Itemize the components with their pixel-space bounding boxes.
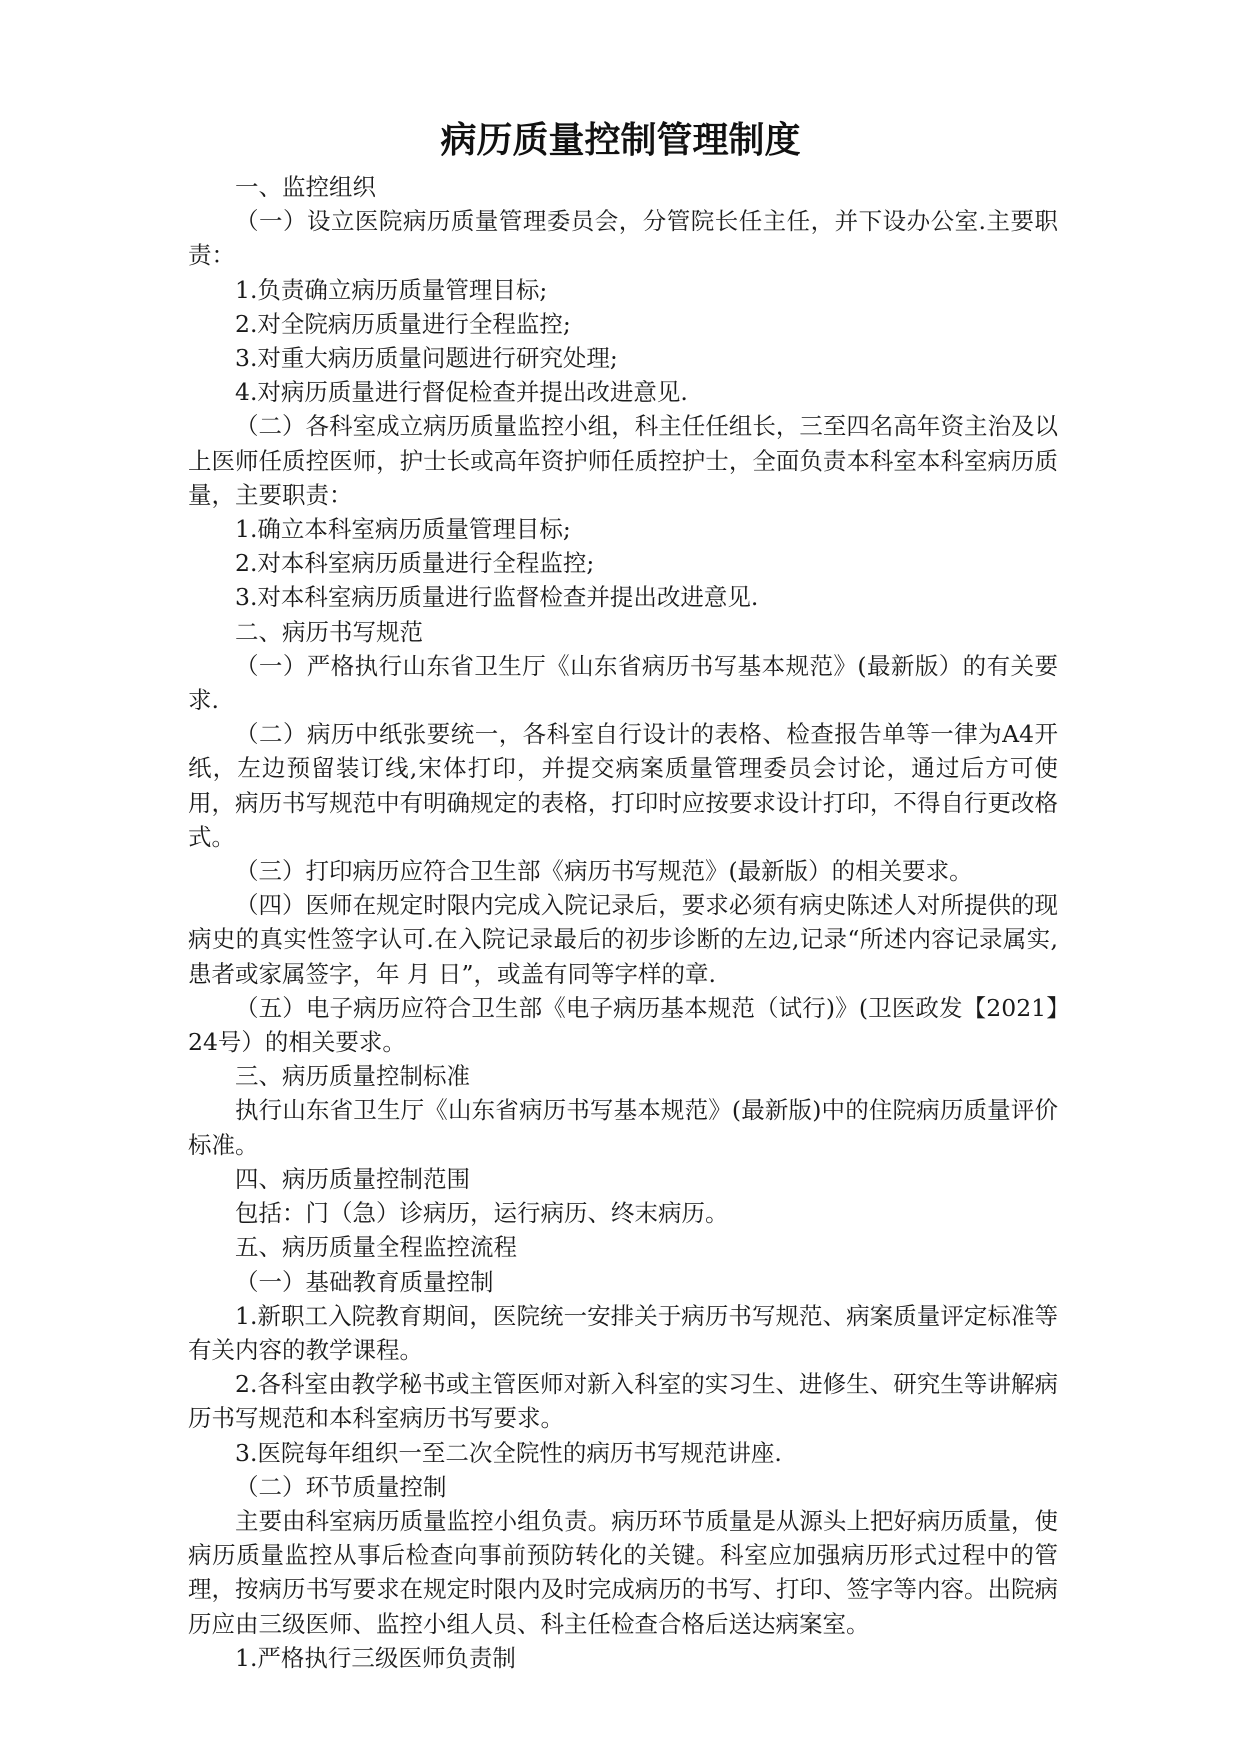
list-item: 2.对全院病历质量进行全程监控; xyxy=(235,309,571,338)
list-item: 3.对重大病历质量问题进行研究处理; xyxy=(235,344,618,373)
section-heading-monitoring-organization: 一、监控组织 xyxy=(235,173,376,201)
paragraph: 包括：门（急）诊病历，运行病历、终末病历。 xyxy=(235,1199,729,1228)
paragraph: 执行山东省卫生厅《山东省病历书写基本规范》(最新版)中的住院病历质量评价标准。 xyxy=(188,1096,1058,1159)
paragraph: （三）打印病历应符合卫生部《病历书写规范》(最新版）的相关要求。 xyxy=(235,857,973,886)
list-item: 1.负责确立病历质量管理目标; xyxy=(235,275,548,304)
paragraph: （二）病历中纸张要统一，各科室自行设计的表格、检查报告单等一律为A4开纸，左边预留装订线,宋体打印，并提交病案质量管理委员会讨论，通过后方可使用，病历书写规范中有明确规定的表格，打印时应按要求设计打印，不得自行更改格式。 xyxy=(188,720,1058,851)
paragraph: （一）设立医院病历质量管理委员会，分管院长任主任，并下设办公室.主要职责： xyxy=(188,207,1058,270)
list-item: 1.确立本科室病历质量管理目标; xyxy=(235,515,571,544)
document-body xyxy=(188,170,1058,1675)
section-heading-quality-scope: 四、病历质量控制范围 xyxy=(235,1164,470,1193)
subsection-heading: （一）基础教育质量控制 xyxy=(235,1267,494,1296)
list-item: 1.严格执行三级医师负责制 xyxy=(235,1643,516,1672)
list-item: 1.新职工入院教育期间，医院统一安排关于病历书写规范、病案质量评定标准等有关内容的教学课程。 xyxy=(188,1301,1058,1364)
paragraph: 主要由科室病历质量监控小组负责。病历环节质量是从源头上把好病历质量，使病历质量监控从事后检查向事前预防转化的关键。科室应加强病历形式过程中的管理，按病历书写要求在规定时限内及时完成病历的书写、打印、签字等内容。出院病历应由三级医师、监控小组人员、科主任检查合格后送达病案室。 xyxy=(188,1506,1058,1638)
paragraph: （二）各科室成立病历质量监控小组，科主任任组长，三至四名高年资主治及以上医师任质控医师，护士长或高年资护师任质控护士，全面负责本科室本科室病历质量，主要职责： xyxy=(188,412,1058,509)
paragraph: （一）严格执行山东省卫生厅《山东省病历书写基本规范》(最新版）的有关要求. xyxy=(188,651,1058,715)
section-heading-quality-standards: 三、病历质量控制标准 xyxy=(235,1062,470,1091)
list-item: 4.对病历质量进行督促检查并提出改进意见. xyxy=(235,378,688,407)
paragraph: （五）电子病历应符合卫生部《电子病历基本规范（试行)》(卫医政发【2021】24号）的相关要求。 xyxy=(188,993,1058,1057)
list-item: 3.对本科室病历质量进行监督检查并提出改进意见. xyxy=(235,583,759,612)
list-item: 2.对本科室病历质量进行全程监控; xyxy=(235,549,595,578)
list-item: 3.医院每年组织一至二次全院性的病历书写规范讲座. xyxy=(235,1438,782,1467)
subsection-heading: （二）环节质量控制 xyxy=(235,1472,447,1501)
section-heading-monitoring-process: 五、病历质量全程监控流程 xyxy=(235,1233,517,1262)
document-title: 病历质量控制管理制度 xyxy=(440,119,801,161)
list-item: 2.各科室由教学秘书或主管医师对新入科室的实习生、进修生、研究生等讲解病历书写规范和本科室病历书写要求。 xyxy=(188,1370,1058,1433)
section-heading-writing-standards: 二、病历书写规范 xyxy=(235,617,423,646)
paragraph: （四）医师在规定时限内完成入院记录后，要求必须有病史陈述人对所提供的现病史的真实性签字认可.在入院记录最后的初步诊断的左边,记录“所述内容记录属实,患者或家属签字，年 月 日”，或盖有同等字样的章. xyxy=(188,891,1058,988)
